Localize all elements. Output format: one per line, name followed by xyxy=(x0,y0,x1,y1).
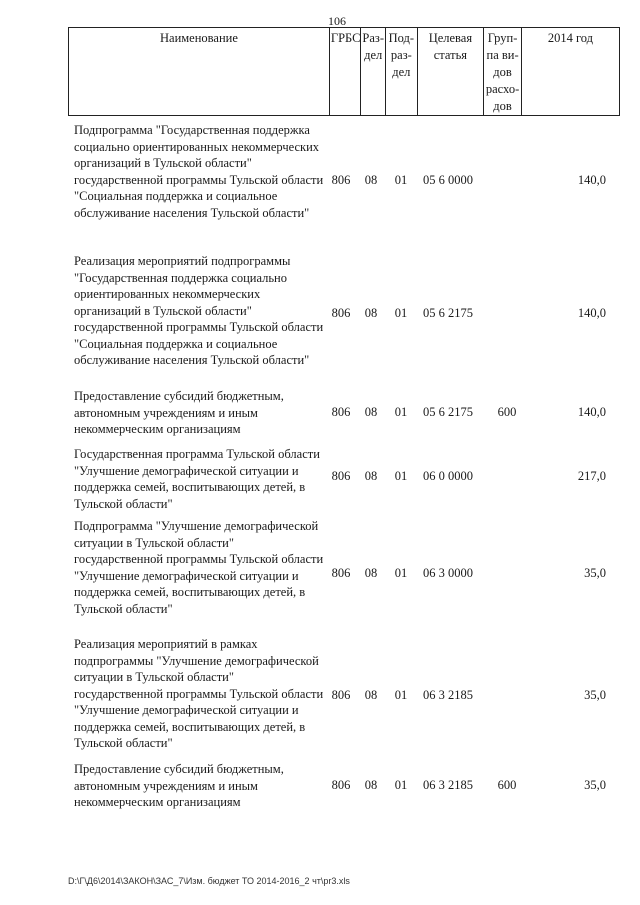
row-name: Государственная программа Тульской области "Улучшение демографической ситуации и поддержка семей, воспитывающих детей, в Тульской области" xyxy=(74,447,320,511)
row-podrazdel: 01 xyxy=(394,688,408,702)
row-podrazdel: 01 xyxy=(394,173,408,187)
row-razdel: 08 xyxy=(364,405,378,419)
row-vid: 600 xyxy=(497,405,517,419)
row-razdel: 08 xyxy=(364,306,378,320)
row-celevaya: 05 6 2175 xyxy=(423,405,473,419)
row-razdel: 08 xyxy=(364,688,378,702)
row-celevaya: 05 6 0000 xyxy=(423,173,473,187)
row-razdel: 08 xyxy=(364,469,378,483)
row-sum: 35,0 xyxy=(584,778,606,792)
header-celevaya: Целевая статья xyxy=(417,28,484,116)
row-sum: 140,0 xyxy=(577,405,606,419)
row-podrazdel: 01 xyxy=(394,778,408,792)
row-podrazdel: 01 xyxy=(394,405,408,419)
row-grbs: 806 xyxy=(331,778,351,792)
row-name: Реализация мероприятий в рамках подпрограммы "Улучшение демографической ситуации в Тульской области" государственной программы Тульской области "Улучшение демографической ситуации и поддержка семей, воспитывающих детей, в Тульской области" xyxy=(74,637,324,750)
header-year: 2014 год xyxy=(521,28,619,116)
row-celevaya: 06 3 2185 xyxy=(423,778,473,792)
row-sum: 35,0 xyxy=(584,688,606,702)
row-name: Предоставление субсидий бюджетным, автономным учреждениям и иным некоммерческим организациям xyxy=(74,762,284,809)
row-grbs: 806 xyxy=(331,688,351,702)
row-celevaya: 06 3 2185 xyxy=(423,688,473,702)
row-celevaya: 06 0 0000 xyxy=(423,469,473,483)
header-razdel: Раз- дел xyxy=(361,28,386,116)
row-celevaya: 06 3 0000 xyxy=(423,566,473,580)
header-grbs: ГРБС xyxy=(329,28,360,116)
row-grbs: 806 xyxy=(331,405,351,419)
header-vid: Груп- па ви- дов расхо- дов xyxy=(484,28,522,116)
row-razdel: 08 xyxy=(364,566,378,580)
row-podrazdel: 01 xyxy=(394,306,408,320)
row-razdel: 08 xyxy=(364,778,378,792)
row-name: Подпрограмма "Государственная поддержка социально ориентированных некоммерческих организаций в Тульской области" государственной программы Тульской области "Социальная поддержка и социальное обслуживание населения Тульской области" xyxy=(74,123,324,220)
page-number: 106 xyxy=(328,14,346,28)
row-name: Реализация мероприятий подпрограммы "Государственная поддержка социально ориентированных некоммерческих организаций в Тульской области" государственной программы Тульской области "Социальная поддержка и социальное обслуживание населения Тульской области" xyxy=(74,254,324,367)
row-sum: 140,0 xyxy=(577,173,606,187)
row-grbs: 806 xyxy=(331,173,351,187)
header-name: Наименование xyxy=(69,28,330,116)
row-grbs: 806 xyxy=(331,566,351,580)
row-name: Предоставление субсидий бюджетным, автономным учреждениям и иным некоммерческим организациям xyxy=(74,389,284,436)
row-podrazdel: 01 xyxy=(394,469,408,483)
row-celevaya: 05 6 2175 xyxy=(423,306,473,320)
row-sum: 140,0 xyxy=(577,306,606,320)
row-sum: 217,0 xyxy=(577,469,606,483)
row-vid: 600 xyxy=(497,778,517,792)
footer-file-path: D:\Г\Д6\2014\ЗАКОН\ЗАС_7\Изм. бюджет ТО 2014-2016_2 чт\pr3.xls xyxy=(68,876,350,886)
row-razdel: 08 xyxy=(364,173,378,187)
row-sum: 35,0 xyxy=(584,566,606,580)
header-podrazdel: Под- раз- дел xyxy=(386,28,417,116)
row-grbs: 806 xyxy=(331,469,351,483)
row-podrazdel: 01 xyxy=(394,566,408,580)
row-name: Подпрограмма "Улучшение демографической ситуации в Тульской области" государственной программы Тульской области "Улучшение демографической ситуации и поддержка семей, воспитывающих детей, в Тульской области" xyxy=(74,519,324,616)
row-grbs: 806 xyxy=(331,306,351,320)
